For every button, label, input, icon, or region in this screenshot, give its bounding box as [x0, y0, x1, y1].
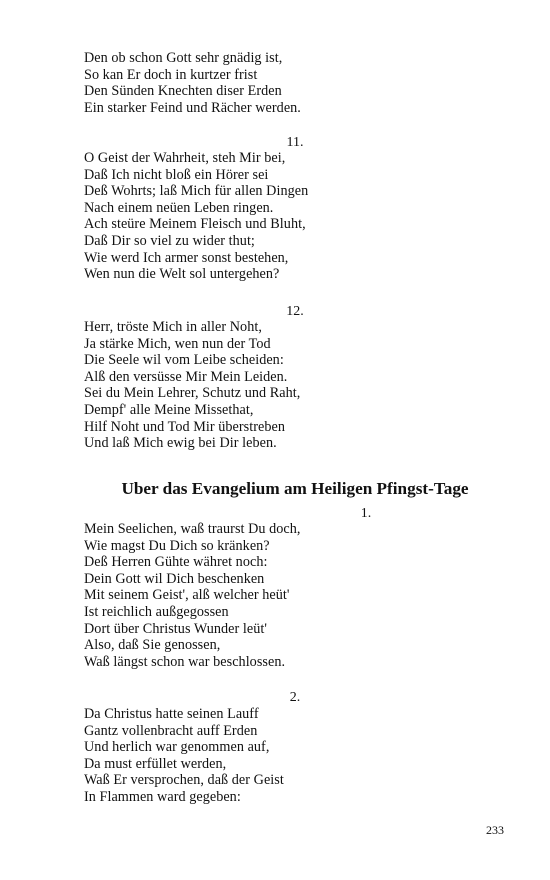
verse-line: Mein Seelichen, waß traurst Du doch, — [84, 521, 301, 537]
verse-line: Wie magst Du Dich so kränken? — [84, 537, 270, 554]
verse-line: Wie werd Ich armer sonst bestehen, — [84, 249, 289, 266]
verse-line: In Flammen ward gegeben: — [84, 788, 241, 805]
verse-line: Nach einem neüen Leben ringen. — [84, 199, 274, 216]
verse-line: Herr, tröste Mich in aller Noht, — [84, 319, 262, 335]
verse-line: Deß Herren Gühte währet noch: — [84, 554, 268, 571]
verse-line: Alß den versüsse Mir Mein Leiden. — [84, 368, 288, 385]
verse-line: Daß Dir so viel zu wider thut; — [84, 232, 255, 249]
page-number: 233 — [486, 823, 504, 837]
verse-line: Deß Wohrts; laß Mich für allen Dingen — [84, 183, 309, 200]
verse-line: Und herlich war genommen auf, — [84, 739, 270, 756]
verse-line: Den ob schon Gott sehr gnädig ist, — [84, 50, 283, 66]
verse-line: Waß Er versprochen, daß der Geist — [84, 772, 284, 789]
verse-line: Sei du Mein Lehrer, Schutz und Raht, — [84, 385, 301, 402]
verse-line: Dort über Christus Wunder leüt' — [84, 620, 267, 637]
verse-line: Wen nun die Welt sol untergehen? — [84, 266, 280, 283]
verse-line: Ein starker Feind und Rächer werden. — [84, 99, 301, 116]
verse-line: Gantz vollenbracht auff Erden — [84, 722, 258, 739]
verse-line: Ach steüre Meinem Fleisch und Bluht, — [84, 216, 306, 233]
verse-line: Ist reichlich außgegossen — [84, 603, 229, 620]
verse-line: So kan Er doch in kurtzer frist — [84, 66, 258, 83]
verse-line: Waß längst schon war beschlossen. — [84, 653, 286, 670]
stanza-number: 1. — [360, 506, 372, 521]
verse-line: Also, daß Sie genossen, — [84, 637, 221, 654]
stanza-number: 2. — [289, 690, 301, 705]
verse-line: Dempf' alle Meine Missethat, — [84, 401, 254, 418]
stanza-number: 11. — [286, 135, 304, 150]
verse-line: O Geist der Wahrheit, steh Mir bei, — [84, 150, 286, 166]
section-stanza-2 — [84, 706, 484, 806]
stanza-10-continuation — [84, 50, 484, 116]
verse-line: Hilf Noht und Tod Mir überstreben — [84, 418, 285, 435]
section-stanza-1 — [84, 521, 484, 670]
verse-line: Die Seele wil vom Leibe scheiden: — [84, 352, 284, 369]
verse-line: Dein Gott wil Dich beschenken — [84, 570, 265, 587]
stanza-number: 12. — [286, 304, 304, 319]
verse-line: Da must erfüllet werden, — [84, 755, 227, 772]
section-heading: Uber das Evangelium am Heiligen Pfingst-Tage — [121, 479, 469, 498]
verse-line: Ja stärke Mich, wen nun der Tod — [84, 335, 271, 352]
verse-line: Den Sünden Knechten diser Erden — [84, 83, 282, 100]
verse-line: Mit seinem Geist', alß welcher heüt' — [84, 587, 290, 604]
verse-line: Da Christus hatte seinen Lauff — [84, 706, 259, 722]
stanza-12 — [84, 319, 484, 452]
verse-line: Und laß Mich ewig bei Dir leben. — [84, 435, 277, 452]
verse-line: Daß Ich nicht bloß ein Hörer sei — [84, 166, 269, 183]
stanza-11 — [84, 150, 484, 283]
